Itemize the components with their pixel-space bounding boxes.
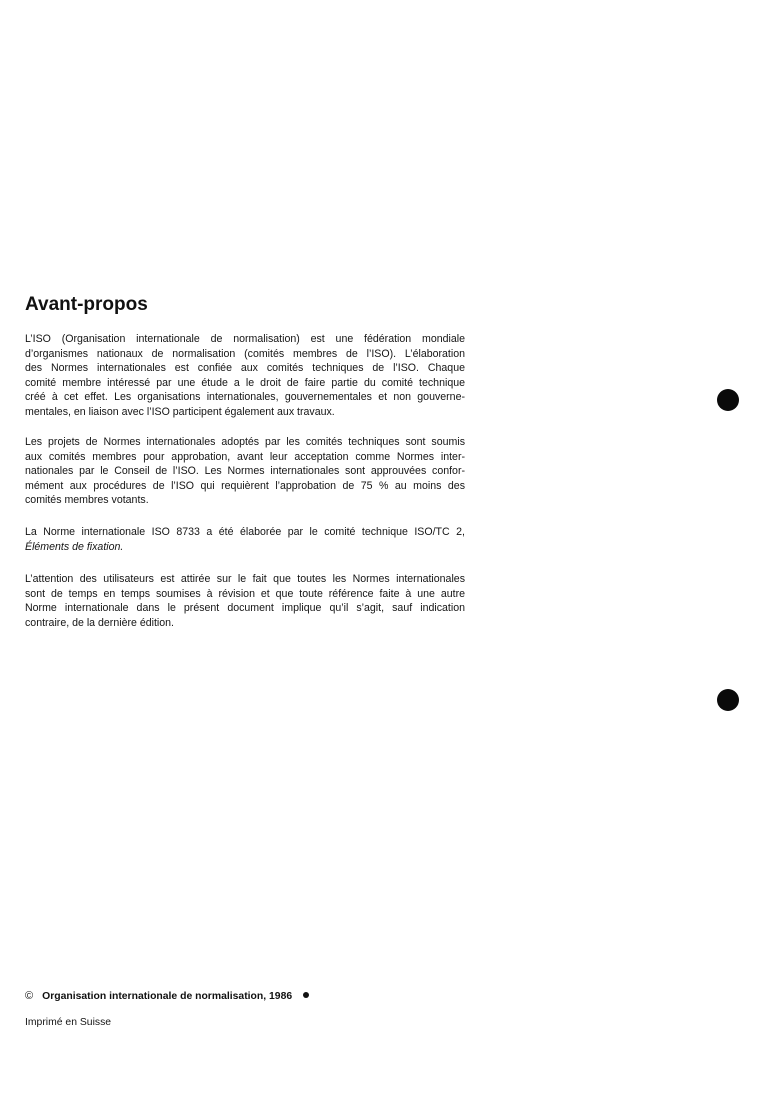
registration-dot-bottom xyxy=(717,689,739,711)
registration-dot-top xyxy=(717,389,739,411)
paragraph-line: La Norme internationale ISO 8733 a été élaborée par le comité technique ISO/TC 2, xyxy=(25,526,465,538)
bullet-icon xyxy=(303,992,309,998)
paragraph-line: aux comités membres pour approbation, avant leur acceptation comme Normes inter- xyxy=(25,450,465,463)
paragraph-line: mentales, en liaison avec l’ISO participent également aux travaux. xyxy=(25,405,335,418)
copyright-line xyxy=(25,989,309,1004)
paragraph-line: mément aux procédures de l’ISO qui requièrent l’approbation de 75 % au moins des xyxy=(25,479,465,492)
paragraph-line: d’organismes nationaux de normalisation (comités membres de l’ISO). L’élaboration xyxy=(25,347,465,360)
paragraph-line: nationales par le Conseil de l’ISO. Les Normes internationales sont approuvées confor- xyxy=(25,465,465,478)
paragraph-line: comités membres votants. xyxy=(25,494,149,507)
paragraph-line: L’attention des utilisateurs est attirée sur le fait que toutes les Normes internationales xyxy=(25,573,465,585)
paragraph-approval xyxy=(25,435,465,508)
paragraph-line: L’ISO (Organisation internationale de normalisation) est une fédération mondiale xyxy=(25,333,465,345)
paragraph-revision-notice xyxy=(25,572,465,630)
paragraph-line: des Normes internationales est confiée aux comités techniques de l’ISO. Chaque xyxy=(25,362,465,375)
copyright-text: Organisation internationale de normalisation, 1986 xyxy=(42,991,293,1002)
paragraph-line: contraire, de la dernière édition. xyxy=(25,616,174,629)
paragraph-line: Norme internationale dans le présent document implique qu’il s’agit, sauf indication xyxy=(25,602,465,615)
paragraph-line: Les projets de Normes internationales adoptés par les comités techniques sont soumis xyxy=(25,436,465,448)
printed-in-note: Imprimé en Suisse xyxy=(25,1017,112,1028)
copyright-icon: © xyxy=(25,990,34,1002)
paragraph-iso-overview xyxy=(25,332,465,420)
committee-title: Éléments de fixation. xyxy=(25,540,124,553)
paragraph-line: sont de temps en temps soumises à révision et que toute référence faite à une autre xyxy=(25,587,465,600)
paragraph-line: comité membre intéressé par une étude a le droit de faire partie du comité technique xyxy=(25,376,465,389)
paragraph-line: créé à cet effet. Les organisations internationales, gouvernementales et non gouverne- xyxy=(25,391,465,404)
page-title: Avant-propos xyxy=(25,294,148,315)
paragraph-standard-reference xyxy=(25,525,465,554)
